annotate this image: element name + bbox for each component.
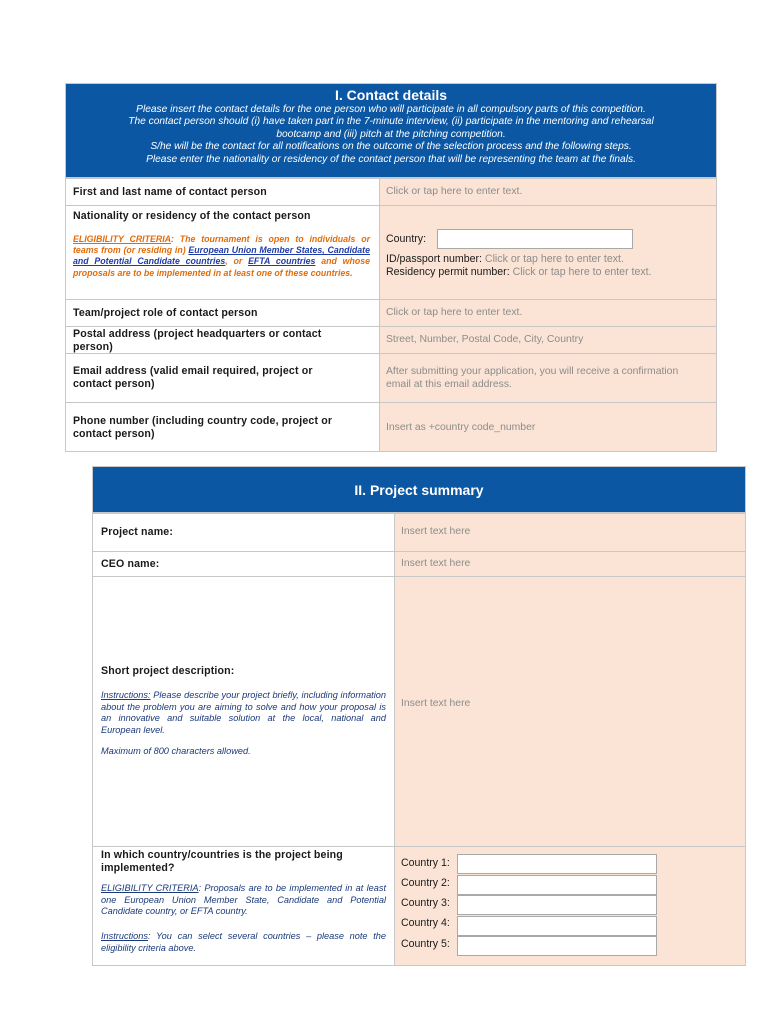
contact-name-placeholder: Click or tap here to enter text.	[386, 186, 523, 197]
email-row	[66, 353, 716, 402]
contact-role-row	[66, 299, 716, 326]
email-field[interactable]	[380, 354, 716, 402]
passport-placeholder: Click or tap here to enter text.	[481, 253, 624, 265]
section-title: I. Contact details	[334, 87, 448, 103]
contact-name-row	[66, 178, 716, 205]
ceo-name-placeholder: Insert text here	[401, 558, 471, 569]
nationality-row	[66, 205, 716, 299]
country-2-label: Country 2:	[401, 877, 450, 889]
country-5-input[interactable]	[457, 936, 657, 956]
residency-permit-label: Residency permit number:	[386, 266, 510, 278]
project-description-placeholder: Insert text here	[401, 698, 471, 709]
country-2-input[interactable]	[457, 875, 657, 895]
project-name-row	[93, 513, 745, 551]
project-description-field[interactable]	[395, 577, 745, 846]
eu-countries-link[interactable]: European Union Member States, Candidate and Potential Candidate countries	[73, 245, 370, 267]
ceo-name-field[interactable]	[395, 552, 745, 576]
efta-countries-link[interactable]: EFTA countries	[248, 256, 316, 267]
contact-role-field[interactable]	[380, 300, 716, 326]
contact-details-table	[65, 83, 717, 452]
section-description: Please insert the contact details for the one person who will participate in all compulsory parts of this competition. The contact person should (i) have taken part in the 7-minute interview, (ii) participate in the mentoring and rehearsal bootcamp and (iii) pitch at the pitching competition. S/he will be the contact for all notifications on the outcome of the selection process and the following steps. Please enter the nationality or residency of the contact person that will be representing the team at the finals.	[128, 104, 654, 165]
country-4-label: Country 4:	[401, 917, 450, 929]
implementation-countries-label: In which country/countries is the project being implemented?	[101, 849, 343, 874]
nationality-eligibility-criteria: ELIGIBILITY CRITERIA: The tournament is open to individuals or teams from (or residing in) European Union Member States, Candidate and Potential Candidate countries, or EFTA countries and whose proposals are to be implemented in at least one of these countries.	[73, 234, 371, 278]
country-3-input[interactable]	[457, 895, 657, 915]
project-name-label: Project name:	[101, 526, 174, 538]
contact-role-label: Team/project role of contact person	[73, 307, 258, 319]
postal-address-field[interactable]	[380, 327, 716, 353]
email-placeholder: After submitting your application, you will receive a confirmation email at this email address.	[386, 366, 679, 390]
contact-name-field[interactable]	[380, 179, 716, 205]
contact-name-label: First and last name of contact person	[73, 186, 267, 198]
country-1-label: Country 1:	[401, 857, 450, 869]
phone-placeholder: Insert as +country code_number	[386, 422, 536, 433]
countries-instructions: Instructions: You can select several countries – please note the eligibility criteria above.	[101, 931, 386, 953]
postal-address-row	[66, 326, 716, 353]
implementation-countries-row	[93, 846, 745, 965]
contact-details-header	[66, 84, 716, 178]
country-5-label: Country 5:	[401, 938, 450, 950]
section-title: II. Project summary	[354, 482, 484, 498]
country-3-label: Country 3:	[401, 897, 450, 909]
nationality-label: Nationality or residency of the contact person	[73, 210, 311, 222]
project-description-label: Short project description:	[101, 665, 235, 677]
email-label: Email address (valid email required, project or contact person)	[73, 365, 313, 390]
country-input[interactable]	[437, 229, 633, 249]
countries-eligibility-criteria: ELIGIBILITY CRITERIA: Proposals are to be implemented in at least one European Union Member State, Candidate and Potential Candidate country, or EFTA country.	[101, 883, 386, 917]
phone-field[interactable]	[380, 403, 716, 451]
country-1-input[interactable]	[457, 854, 657, 874]
residency-permit-placeholder: Click or tap here to enter text.	[509, 266, 652, 278]
contact-role-placeholder: Click or tap here to enter text.	[386, 307, 523, 318]
project-name-placeholder: Insert text here	[401, 526, 471, 537]
country-4-input[interactable]	[457, 916, 657, 936]
postal-address-placeholder: Street, Number, Postal Code, City, Country	[386, 334, 584, 345]
project-description-row	[93, 576, 745, 846]
passport-row[interactable]	[386, 253, 624, 266]
phone-label: Phone number (including country code, project or contact person)	[73, 415, 333, 440]
max-characters-note: Maximum of 800 characters allowed.	[101, 746, 251, 756]
project-name-field[interactable]	[395, 514, 745, 551]
ceo-name-row	[93, 551, 745, 576]
project-summary-table	[92, 466, 746, 966]
ceo-name-label: CEO name:	[101, 558, 160, 570]
residency-permit-row[interactable]	[386, 266, 652, 279]
passport-label: ID/passport number:	[386, 253, 482, 265]
project-description-instructions: Instructions: Please describe your project briefly, including information about the problem you are aiming to solve and how your proposal is an innovative and suitable solution at the local, national and European level.	[101, 690, 386, 735]
postal-address-label: Postal address (project headquarters or contact person)	[73, 328, 322, 353]
country-label: Country:	[386, 233, 427, 245]
project-summary-header	[93, 467, 745, 513]
phone-row	[66, 402, 716, 451]
